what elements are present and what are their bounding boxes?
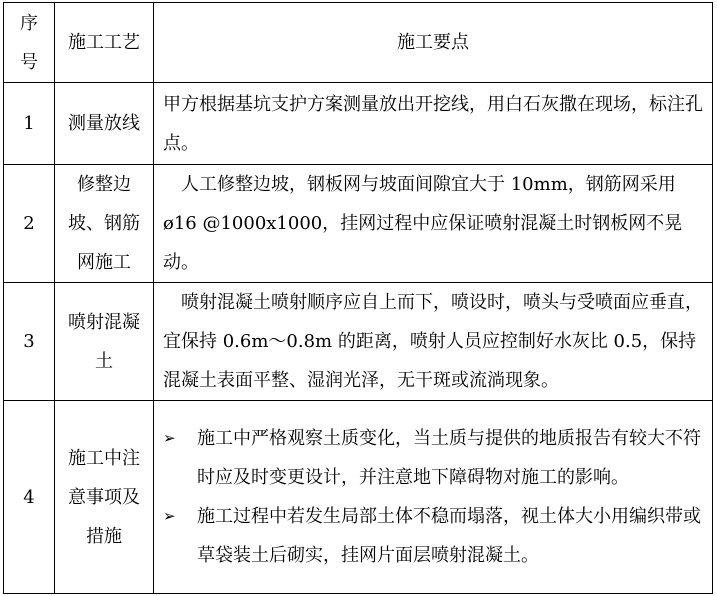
process-name: 喷射混凝 土	[55, 283, 154, 401]
key-points: 甲方根据基坑支护方案测量放出开挖线，用白石灰撒在现场，标注孔点。	[154, 83, 713, 165]
arrow-bullet-icon: ➢	[163, 429, 176, 447]
row-number: 4	[4, 401, 55, 594]
key-points	[154, 401, 713, 594]
row-number: 1	[4, 83, 55, 165]
key-points: 人工修整边坡，钢板网与坡面间隙宜大于 10mm，钢筋网采用ø16 @1000x1000，挂网过程中应保证喷射混凝土时钢板网不晃动。	[154, 165, 713, 283]
header-key-points: 施工要点	[154, 3, 713, 83]
header-row	[4, 3, 713, 83]
row-number: 3	[4, 283, 55, 401]
table-row	[4, 283, 713, 401]
header-no: 序 号	[4, 3, 55, 83]
bullet-item: ➢ 施工中严格观察土质变化，当土质与提供的地质报告有较大不符时应及时变更设计，并注意地下障碍物对施工的影响。	[163, 419, 706, 497]
table-row	[4, 165, 713, 283]
table-row	[4, 83, 713, 165]
process-name: 施工中注 意事项及 措施	[55, 401, 154, 594]
process-name: 修整边 坡、钢筋 网施工	[55, 165, 154, 283]
process-name: 测量放线	[55, 83, 154, 165]
row-number: 2	[4, 165, 55, 283]
arrow-bullet-icon: ➢	[163, 507, 176, 525]
table-row	[4, 401, 713, 594]
header-process: 施工工艺	[55, 3, 154, 83]
construction-table	[3, 2, 713, 594]
key-points: 喷射混凝土喷射顺序应自上而下，喷设时，喷头与受喷面应垂直，宜保持 0.6m～0.8m 的距离，喷射人员应控制好水灰比 0.5，保持混凝土表面平整、湿润光泽，无干斑或流淌现象。	[154, 283, 713, 401]
bullet-item: ➢ 施工过程中若发生局部土体不稳而塌落，视土体大小用编织带或草袋装土后砌实，挂网片面层喷射混凝土。	[163, 497, 706, 575]
